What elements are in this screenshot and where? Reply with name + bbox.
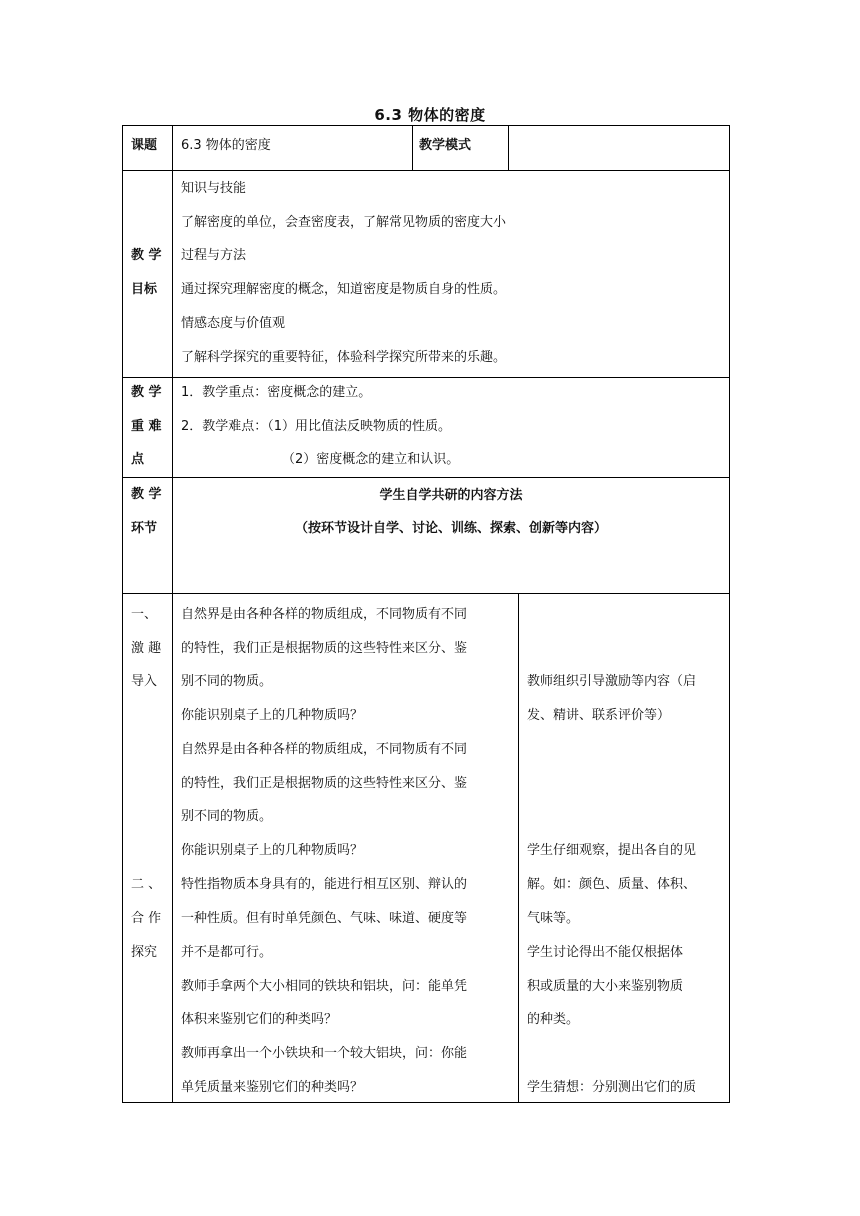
col-divider-label [172,125,173,1103]
content-line: 自然界是由各种各样的物质组成，不同物质有不同 [181,607,468,622]
goals-line: 了解密度的单位，会查密度表，了解常见物质的密度大小 [181,215,507,230]
goals-line: 过程与方法 [181,248,247,263]
content-line: 你能识别桌子上的几种物质吗？ [181,708,364,723]
stage1-label: 导入 [131,674,158,689]
content-line: 体积来鉴别它们的种类吗？ [181,1012,338,1027]
topic-label: 课题 [131,138,158,153]
table-border-top [122,125,730,126]
goals-line: 情感态度与价值观 [181,316,286,331]
goals-line: 通过探究理解密度的概念，知道密度是物质自身的性质。 [181,282,507,297]
stages-heading: 学生自学共研的内容方法 [379,488,523,503]
content-line: 别不同的物质。 [181,674,273,689]
content-line: 你能识别桌子上的几种物质吗？ [181,843,364,858]
lesson-plan-table [122,125,730,1103]
content-line: 教师手拿两个大小相同的铁块和铝块，问：能单凭 [181,979,468,994]
stage1-label: 一、 [131,607,158,622]
keypoints-label: 点 [131,452,145,467]
goals-line: 知识与技能 [181,181,247,196]
row-divider-stages-header [122,593,730,594]
goals-label: 目标 [131,282,158,297]
goals-line: 了解科学探究的重要特征，体验科学探究所带来的乐趣。 [181,350,507,365]
notes-line: 的种类。 [527,1012,580,1027]
col-divider-mode-value [508,125,509,170]
keypoints-line: 1．教学重点：密度概念的建立。 [181,385,372,400]
col-divider-mode-label [412,125,413,170]
notes-line: 发、精讲、联系评价等） [527,708,671,723]
content-line: 特性指物质本身具有的，能进行相互区别、辩认的 [181,877,468,892]
notes-line: 学生仔细观察，提出各自的见 [527,843,697,858]
keypoints-label: 重 难 [131,419,162,434]
keypoints-line: （2）密度概念的建立和认识。 [282,452,460,467]
col-divider-notes [518,593,519,1103]
stages-label: 教 学 [131,487,162,502]
mode-label: 教学模式 [419,138,472,153]
notes-line: 学生猜想：分别测出它们的质 [527,1080,697,1095]
stage2-label: 二 、 [131,877,162,892]
notes-line: 学生讨论得出不能仅根据体 [527,945,684,960]
content-line: 单凭质量来鉴别它们的种类吗？ [181,1080,364,1095]
stage2-label: 探究 [131,945,158,960]
content-line: 的特性，我们正是根据物质的这些特性来区分、鉴 [181,641,468,656]
row-divider-goals [122,377,730,378]
content-line: 并不是都可行。 [181,945,273,960]
table-border-left [122,125,123,1103]
notes-line: 积或质量的大小来鉴别物质 [527,979,684,994]
content-line: 教师再拿出一个小铁块和一个较大铝块，问：你能 [181,1046,468,1061]
row-divider-keypoints [122,477,730,478]
table-border-bottom [122,1102,730,1103]
notes-line: 解。如：颜色、质量、体积、 [527,877,697,892]
stage2-label: 合 作 [131,911,162,926]
content-line: 的特性，我们正是根据物质的这些特性来区分、鉴 [181,776,468,791]
table-border-right [729,125,730,1103]
content-line: 一种性质。但有时单凭颜色、气味、味道、硬度等 [181,911,468,926]
page-title: 6.3 物体的密度 [374,106,486,124]
content-line: 自然界是由各种各样的物质组成，不同物质有不同 [181,742,468,757]
keypoints-line: 2．教学难点：（1）用比值法反映物质的性质。 [181,419,452,434]
goals-label: 教 学 [131,248,162,263]
stages-label: 环节 [131,521,158,536]
stage1-label: 激 趣 [131,641,162,656]
notes-line: 气味等。 [527,911,580,926]
stages-subheading: （按环节设计自学、讨论、训练、探索、创新等内容） [294,521,607,536]
row-divider-header [122,170,730,171]
keypoints-label: 教 学 [131,385,162,400]
notes-line: 教师组织引导激励等内容（启 [527,674,697,689]
content-line: 别不同的物质。 [181,809,273,824]
topic-value: 6.3 物体的密度 [181,138,271,153]
